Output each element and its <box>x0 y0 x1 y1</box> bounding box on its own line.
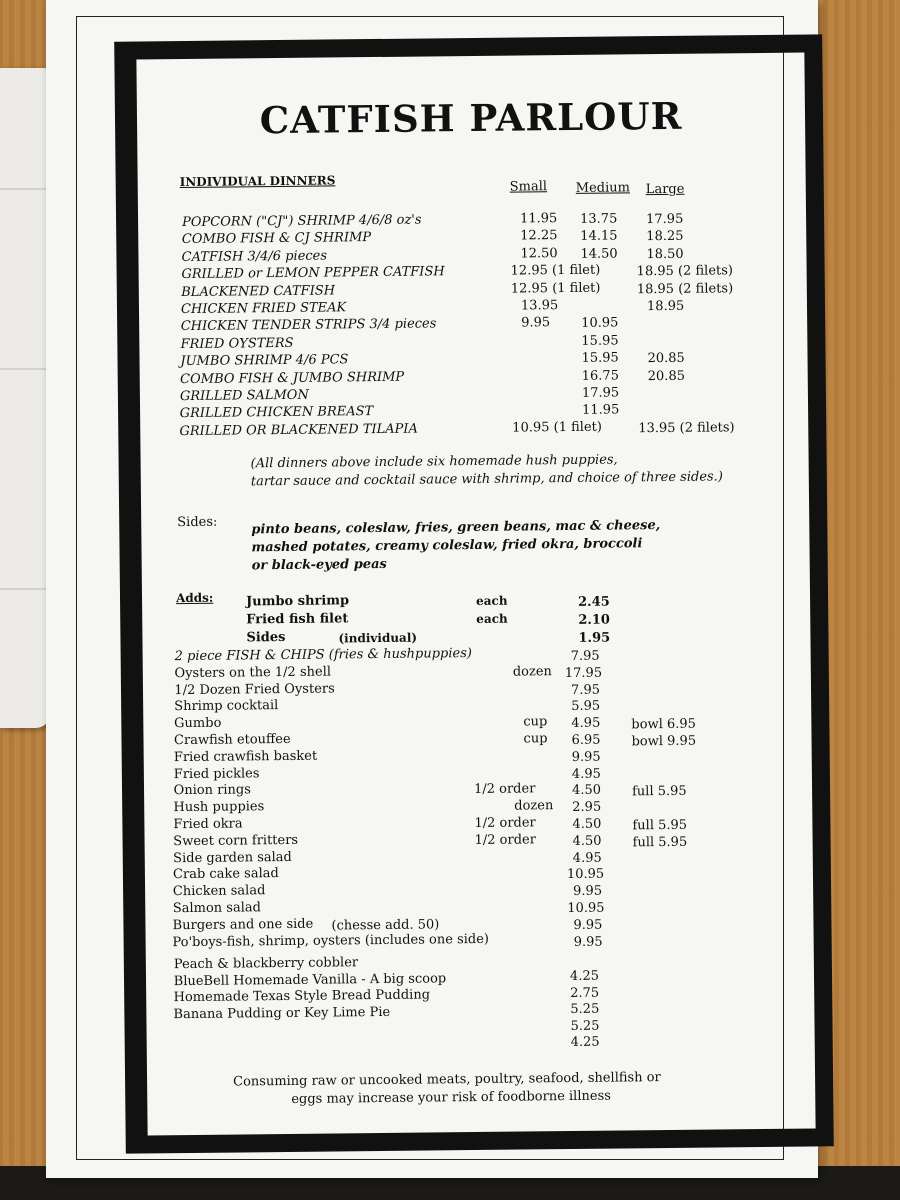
extra-item-name: Gumbo <box>174 715 222 732</box>
dinner-price-large: 18.50 <box>646 246 684 262</box>
extra-item-qty: 1/2 order <box>474 832 536 848</box>
dinner-price-medium: 14.15 <box>580 228 618 245</box>
extra-item-price: 4.50 <box>571 783 602 799</box>
dinner-item-name: POPCORN ("CJ") SHRIMP 4/6/8 oz's <box>182 212 422 231</box>
add-item-qty: each <box>476 611 508 626</box>
extra-item-price: 4.95 <box>571 766 601 782</box>
extra-item-alt-price: full 5.95 <box>632 834 688 851</box>
extra-item-name: Salmon salad <box>172 900 261 917</box>
extra-item-alt-price: bowl 6.95 <box>631 716 696 733</box>
dessert-item-name: Homemade Texas Style Bread Pudding <box>173 987 431 1006</box>
add-item-qty: each <box>475 593 508 608</box>
extra-item-name: 2 piece FISH & CHIPS (fries & hushpuppies) <box>174 646 473 665</box>
dinner-item-name: CHICKEN TENDER STRIPS 3/4 pieces <box>180 316 437 335</box>
extra-item-price: 2.95 <box>572 799 602 816</box>
dinner-price-small: 9.95 <box>521 315 551 331</box>
extra-item-name: Fried crawfish basket <box>173 748 318 765</box>
extra-item-price: 17.95 <box>564 665 603 681</box>
add-item-price: 2.45 <box>578 594 610 610</box>
extra-item-qty: 1/2 order <box>473 781 536 798</box>
napkin <box>0 68 50 728</box>
footer-warning-line2: eggs may increase your risk of foodborne illness <box>291 1088 611 1107</box>
dinner-item-name: CHICKEN FRIED STEAK <box>180 300 347 318</box>
napkin-fold <box>0 188 50 190</box>
dinner-item-name: FRIED OYSTERS <box>180 335 294 352</box>
dinner-price-medium: 15.95 <box>581 333 619 349</box>
extra-item-price: 7.95 <box>570 648 600 664</box>
extra-item-price: 4.50 <box>572 816 602 832</box>
menu-frame <box>114 34 834 1153</box>
extra-item-name: Fried pickles <box>173 765 260 782</box>
extra-item-alt-price: full 5.95 <box>632 784 687 800</box>
dinner-price-large: 18.95 (2 filets) <box>636 263 734 280</box>
sides-line3: or black-eyed peas <box>251 556 387 574</box>
extra-item-price: 6.95 <box>571 732 601 748</box>
dinner-price-medium: 15.95 <box>581 350 619 367</box>
dinner-price-small: 12.25 <box>520 228 558 244</box>
sides-label: Sides: <box>177 514 218 531</box>
extra-item-price: 9.95 <box>573 934 603 950</box>
extra-item-qty: dozen <box>514 798 554 814</box>
menu-content <box>136 53 815 1136</box>
add-item-name: Sides <box>246 629 286 646</box>
dinner-price-medium: 14.50 <box>580 246 618 262</box>
dinner-price-medium: 16.75 <box>581 368 620 384</box>
extra-item-name: Chicken salad <box>172 883 266 900</box>
extra-item-qty: dozen <box>512 663 552 680</box>
dessert-item-name: BlueBell Homemade Vanilla - A big scoop <box>173 970 447 989</box>
dessert-item-price: 4.25 <box>570 1034 600 1051</box>
dinner-price-medium: 17.95 <box>581 385 620 401</box>
dessert-item-price: 4.25 <box>569 968 600 985</box>
extra-item-name: Fried okra <box>173 816 243 833</box>
extra-item-qty: cup <box>523 714 548 730</box>
extra-item-price: 9.95 <box>573 917 603 933</box>
extra-item-alt-price: full 5.95 <box>632 817 688 834</box>
dinner-note-line1: (All dinners above include six homemade hush puppies, <box>250 452 618 472</box>
extra-item-qty: cup <box>523 731 548 747</box>
extra-item-name: 1/2 Dozen Fried Oysters <box>174 681 335 698</box>
dessert-item-name: Banana Pudding or Key Lime Pie <box>173 1004 391 1022</box>
extra-item-price: 9.95 <box>573 883 603 900</box>
dinner-item-name: GRILLED or LEMON PEPPER CATFISH <box>181 264 445 283</box>
dinner-price-large: 18.25 <box>646 229 684 245</box>
dinner-note-line2: tartar sauce and cocktail sauce with shrimp, and choice of three sides.) <box>250 469 723 490</box>
dinner-price-small: 10.95 (1 filet) <box>512 419 602 436</box>
dinner-price-large: 18.95 (2 filets) <box>636 280 734 297</box>
extra-item-price: 4.95 <box>572 850 602 866</box>
add-item-name: Fried fish filet <box>246 611 349 628</box>
extra-item-price: 10.95 <box>566 867 605 883</box>
dinner-item-name: COMBO FISH & JUMBO SHRIMP <box>180 369 405 387</box>
extra-item-qty: (chesse add. 50) <box>331 917 440 934</box>
extra-item-name: Crawfish etouffee <box>173 731 291 749</box>
dinner-item-name: COMBO FISH & CJ SHRIMP <box>181 230 372 248</box>
dinner-price-small: 12.95 (1 filet) <box>510 280 601 297</box>
dinner-price-large: 20.85 <box>647 368 686 384</box>
add-item-qty: (individual) <box>338 630 418 646</box>
dinner-item-name: CATFISH 3/4/6 pieces <box>181 248 328 265</box>
extra-item-name: Side garden salad <box>173 849 292 866</box>
dinner-price-medium: 11.95 <box>582 402 620 419</box>
dinner-item-name: GRILLED OR BLACKENED TILAPIA <box>179 421 418 439</box>
col-small: Small <box>509 179 548 195</box>
dessert-item-price: 5.25 <box>570 1018 600 1034</box>
extra-item-qty: 1/2 order <box>474 815 536 832</box>
dinner-price-medium: 10.95 <box>581 315 619 332</box>
add-item-price: 1.95 <box>578 630 611 646</box>
extra-item-price: 4.50 <box>572 833 602 849</box>
extra-item-name: Shrimp cocktail <box>174 698 279 715</box>
dinner-price-large: 18.95 <box>646 298 685 315</box>
dinner-item-name: BLACKENED CATFISH <box>181 283 336 300</box>
napkin-fold <box>0 588 50 590</box>
footer-warning-line1: Consuming raw or uncooked meats, poultry, seafood, shellfish or <box>233 1070 661 1090</box>
dinner-price-small: 12.50 <box>520 245 558 262</box>
extra-item-price: 10.95 <box>567 900 605 917</box>
col-large: Large <box>645 181 685 198</box>
dinner-price-large: 17.95 <box>646 211 684 228</box>
extra-item-name: Sweet corn fritters <box>173 832 299 849</box>
extra-item-alt-price: bowl 9.95 <box>631 733 697 750</box>
restaurant-title: CATFISH PARLOUR <box>259 93 683 143</box>
extra-item-name: Po'boys-fish, shrimp, oysters (includes one side) <box>172 931 490 950</box>
dinner-price-large: 20.85 <box>647 350 685 367</box>
dinner-price-large: 13.95 (2 filets) <box>638 420 735 437</box>
extra-item-price: 7.95 <box>570 682 601 698</box>
dinner-item-name: GRILLED CHICKEN BREAST <box>179 404 374 422</box>
extra-item-price: 9.95 <box>571 749 601 765</box>
add-item-name: Jumbo shrimp <box>245 593 350 610</box>
dinner-item-name: JUMBO SHRIMP 4/6 PCS <box>180 352 349 370</box>
dinner-price-small: 13.95 <box>520 298 559 314</box>
dessert-item-price: 2.75 <box>570 985 600 1001</box>
extra-item-name: Onion rings <box>173 782 251 799</box>
dessert-item-name: Peach & blackberry cobbler <box>173 955 359 973</box>
sides-line1: pinto beans, coleslaw, fries, green beans, mac & cheese, <box>251 518 661 538</box>
extra-item-name: Oysters on the 1/2 shell <box>174 664 332 681</box>
dinner-price-medium: 13.75 <box>580 211 618 227</box>
adds-label: Adds: <box>175 590 214 606</box>
add-item-price: 2.10 <box>578 612 611 628</box>
dinner-item-name: GRILLED SALMON <box>179 387 309 405</box>
col-medium: Medium <box>575 180 631 196</box>
napkin-fold <box>0 368 50 370</box>
extra-item-price: 5.95 <box>571 699 601 715</box>
dinners-heading: INDIVIDUAL DINNERS <box>179 173 336 190</box>
menu-paper <box>46 0 818 1178</box>
extra-item-price: 4.95 <box>571 715 601 732</box>
sides-line2: mashed potates, creamy coleslaw, fried okra, broccoli <box>251 536 643 556</box>
extra-item-name: Hush puppies <box>173 799 265 816</box>
dessert-item-price: 5.25 <box>570 1001 600 1018</box>
extra-item-name: Crab cake salad <box>172 866 279 883</box>
dinner-price-small: 12.95 (1 filet) <box>510 262 601 279</box>
dinner-price-small: 11.95 <box>519 211 558 227</box>
extra-item-name: Burgers and one side <box>172 916 314 933</box>
